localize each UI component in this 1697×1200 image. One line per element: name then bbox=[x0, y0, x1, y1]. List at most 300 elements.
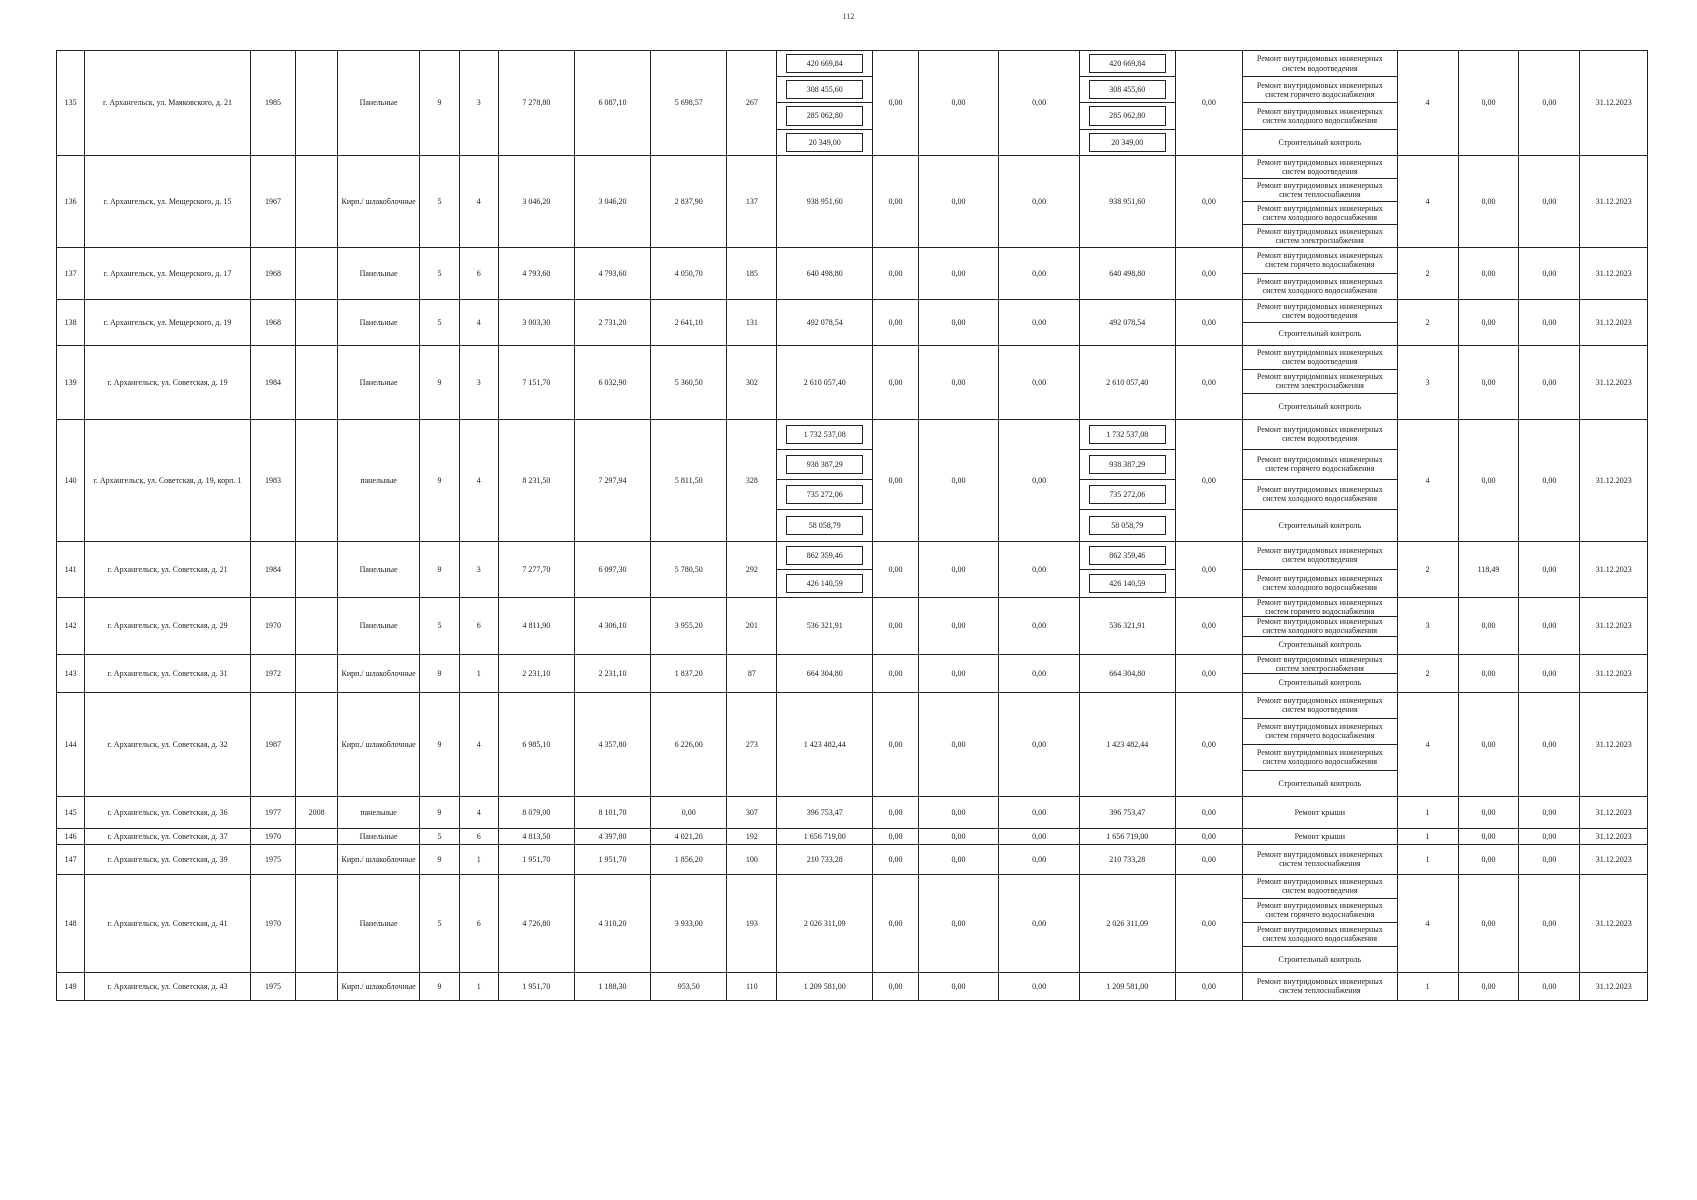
other-funds-cell: 0,00 bbox=[1175, 345, 1242, 419]
cost-value: 1 732 537,08 bbox=[786, 425, 863, 444]
cost-value: 20 349,00 bbox=[786, 133, 863, 152]
year-built-cell: 1975 bbox=[250, 844, 296, 874]
row-number-cell: 138 bbox=[57, 299, 85, 345]
work-type-cell: Ремонт внутридомовых инженерных систем горячего водоснабжения bbox=[1243, 449, 1398, 479]
limit-cost-cell: 0,00 bbox=[1519, 692, 1580, 796]
budget-region-cell: 0,00 bbox=[918, 844, 999, 874]
year-built-cell: 1985 bbox=[250, 51, 296, 156]
total-area-cell: 8 231,50 bbox=[498, 419, 574, 541]
owner-funds-cell bbox=[1079, 129, 1175, 155]
wall-material-cell: Панельные bbox=[337, 597, 420, 654]
living-area-cell: 8 101,70 bbox=[574, 796, 650, 828]
table-row bbox=[57, 972, 1648, 1000]
cost-value: 420 669,84 bbox=[786, 54, 863, 73]
page-number: 112 bbox=[842, 12, 855, 21]
fund-cell: 0,00 bbox=[873, 654, 919, 692]
total-area-cell: 7 277,70 bbox=[498, 541, 574, 597]
address-cell: г. Архангельск, ул. Мещерского, д. 17 bbox=[85, 247, 250, 299]
work-type-cell: Ремонт внутридомовых инженерных систем водоотведения bbox=[1243, 541, 1398, 569]
work-type-cell: Ремонт внутридомовых инженерных систем холодного водоснабжения bbox=[1243, 201, 1398, 224]
owner-funds-value: 20 349,00 bbox=[1089, 133, 1166, 152]
owner-funds-cell: 938 951,60 bbox=[1079, 155, 1175, 247]
work-type-cell: Ремонт внутридомовых инженерных систем водоотведения bbox=[1243, 51, 1398, 77]
wall-material-cell: Панельные bbox=[337, 345, 420, 419]
budget-local-cell: 0,00 bbox=[999, 796, 1080, 828]
total-area-cell: 1 951,70 bbox=[498, 844, 574, 874]
residential-area-cell: 4 021,20 bbox=[651, 828, 727, 844]
work-type-cell: Ремонт внутридомовых инженерных систем теплоснабжения bbox=[1243, 178, 1398, 201]
floors-cell: 9 bbox=[420, 692, 459, 796]
work-count-cell: 3 bbox=[1397, 597, 1458, 654]
year-built-cell: 1972 bbox=[250, 654, 296, 692]
wall-material-cell: Кирп./ шлакоблочные bbox=[337, 844, 420, 874]
address-cell: г. Архангельск, ул. Советская, д. 19 bbox=[85, 345, 250, 419]
floors-cell: 5 bbox=[420, 155, 459, 247]
row-number-cell: 142 bbox=[57, 597, 85, 654]
other-funds-cell: 0,00 bbox=[1175, 419, 1242, 541]
budget-local-cell: 0,00 bbox=[999, 541, 1080, 597]
unit-cost-cell: 0,00 bbox=[1458, 597, 1519, 654]
total-area-cell: 7 151,70 bbox=[498, 345, 574, 419]
living-area-cell: 6 097,30 bbox=[574, 541, 650, 597]
year-repair-cell bbox=[296, 419, 337, 541]
budget-region-cell: 0,00 bbox=[918, 541, 999, 597]
address-cell: г. Архангельск, ул. Советская, д. 41 bbox=[85, 874, 250, 972]
budget-local-cell: 0,00 bbox=[999, 874, 1080, 972]
unit-cost-cell: 0,00 bbox=[1458, 654, 1519, 692]
budget-local-cell: 0,00 bbox=[999, 654, 1080, 692]
entrances-cell: 6 bbox=[459, 828, 498, 844]
wall-material-cell: панельные bbox=[337, 419, 420, 541]
cost-cell bbox=[777, 479, 873, 509]
wall-material-cell: Кирп./ шлакоблочные bbox=[337, 692, 420, 796]
row-number-cell: 144 bbox=[57, 692, 85, 796]
floors-cell: 9 bbox=[420, 51, 459, 156]
residents-cell: 302 bbox=[727, 345, 777, 419]
budget-local-cell: 0,00 bbox=[999, 972, 1080, 1000]
owner-funds-cell: 640 498,80 bbox=[1079, 247, 1175, 299]
row-number-cell: 139 bbox=[57, 345, 85, 419]
entrances-cell: 3 bbox=[459, 541, 498, 597]
work-count-cell: 2 bbox=[1397, 247, 1458, 299]
work-type-cell: Ремонт внутридомовых инженерных систем теплоснабжения bbox=[1243, 844, 1398, 874]
work-count-cell: 4 bbox=[1397, 419, 1458, 541]
budget-local-cell: 0,00 bbox=[999, 345, 1080, 419]
year-repair-cell bbox=[296, 597, 337, 654]
limit-cost-cell: 0,00 bbox=[1519, 299, 1580, 345]
cost-cell bbox=[777, 103, 873, 129]
floors-cell: 9 bbox=[420, 654, 459, 692]
completion-date-cell: 31.12.2023 bbox=[1580, 541, 1648, 597]
cost-value: 285 062,80 bbox=[786, 106, 863, 125]
entrances-cell: 1 bbox=[459, 654, 498, 692]
work-type-cell: Ремонт крыши bbox=[1243, 828, 1398, 844]
budget-local-cell: 0,00 bbox=[999, 155, 1080, 247]
floors-cell: 5 bbox=[420, 299, 459, 345]
work-count-cell: 1 bbox=[1397, 796, 1458, 828]
budget-region-cell: 0,00 bbox=[918, 299, 999, 345]
limit-cost-cell: 0,00 bbox=[1519, 828, 1580, 844]
work-type-cell: Ремонт внутридомовых инженерных систем водоотведения bbox=[1243, 874, 1398, 898]
owner-funds-cell bbox=[1079, 479, 1175, 509]
row-number-cell: 145 bbox=[57, 796, 85, 828]
address-cell: г. Архангельск, ул. Советская, д. 43 bbox=[85, 972, 250, 1000]
fund-cell: 0,00 bbox=[873, 299, 919, 345]
work-type-cell: Ремонт внутридомовых инженерных систем холодного водоснабжения bbox=[1243, 617, 1398, 636]
residents-cell: 307 bbox=[727, 796, 777, 828]
year-built-cell: 1970 bbox=[250, 874, 296, 972]
owner-funds-cell bbox=[1079, 509, 1175, 541]
other-funds-cell: 0,00 bbox=[1175, 155, 1242, 247]
unit-cost-cell: 0,00 bbox=[1458, 828, 1519, 844]
owner-funds-cell bbox=[1079, 449, 1175, 479]
work-type-cell: Ремонт внутридомовых инженерных систем горячего водоснабжения bbox=[1243, 77, 1398, 103]
living-area-cell: 4 306,10 bbox=[574, 597, 650, 654]
completion-date-cell: 31.12.2023 bbox=[1580, 419, 1648, 541]
year-repair-cell bbox=[296, 972, 337, 1000]
unit-cost-cell: 0,00 bbox=[1458, 299, 1519, 345]
limit-cost-cell: 0,00 bbox=[1519, 247, 1580, 299]
cost-cell bbox=[777, 541, 873, 569]
limit-cost-cell: 0,00 bbox=[1519, 844, 1580, 874]
cost-value: 938 387,29 bbox=[786, 455, 863, 474]
work-count-cell: 4 bbox=[1397, 692, 1458, 796]
total-area-cell: 6 985,10 bbox=[498, 692, 574, 796]
work-count-cell: 2 bbox=[1397, 654, 1458, 692]
table-row bbox=[57, 155, 1648, 178]
work-count-cell: 2 bbox=[1397, 299, 1458, 345]
completion-date-cell: 31.12.2023 bbox=[1580, 654, 1648, 692]
unit-cost-cell: 0,00 bbox=[1458, 972, 1519, 1000]
cost-cell: 1 209 581,00 bbox=[777, 972, 873, 1000]
address-cell: г. Архангельск, ул. Маяковского, д. 21 bbox=[85, 51, 250, 156]
floors-cell: 5 bbox=[420, 597, 459, 654]
address-cell: г. Архангельск, ул. Мещерского, д. 19 bbox=[85, 299, 250, 345]
residential-area-cell: 2 837,90 bbox=[651, 155, 727, 247]
residents-cell: 292 bbox=[727, 541, 777, 597]
fund-cell: 0,00 bbox=[873, 844, 919, 874]
owner-funds-cell bbox=[1079, 51, 1175, 77]
work-type-cell: Ремонт внутридомовых инженерных систем горячего водоснабжения bbox=[1243, 898, 1398, 922]
residents-cell: 131 bbox=[727, 299, 777, 345]
work-type-cell: Ремонт внутридомовых инженерных систем горячего водоснабжения bbox=[1243, 247, 1398, 273]
entrances-cell: 6 bbox=[459, 597, 498, 654]
work-type-cell: Ремонт внутридомовых инженерных систем электроснабжения bbox=[1243, 369, 1398, 393]
completion-date-cell: 31.12.2023 bbox=[1580, 828, 1648, 844]
limit-cost-cell: 0,00 bbox=[1519, 51, 1580, 156]
housing-repair-table bbox=[56, 50, 1648, 1001]
completion-date-cell: 31.12.2023 bbox=[1580, 597, 1648, 654]
limit-cost-cell: 0,00 bbox=[1519, 654, 1580, 692]
living-area-cell: 2 231,10 bbox=[574, 654, 650, 692]
cost-cell bbox=[777, 449, 873, 479]
table-row bbox=[57, 692, 1648, 718]
owner-funds-cell bbox=[1079, 569, 1175, 597]
wall-material-cell: Панельные bbox=[337, 51, 420, 156]
wall-material-cell: Панельные bbox=[337, 247, 420, 299]
residents-cell: 201 bbox=[727, 597, 777, 654]
other-funds-cell: 0,00 bbox=[1175, 299, 1242, 345]
year-built-cell: 1984 bbox=[250, 541, 296, 597]
address-cell: г. Архангельск, ул. Советская, д. 36 bbox=[85, 796, 250, 828]
year-built-cell: 1987 bbox=[250, 692, 296, 796]
residential-area-cell: 3 933,00 bbox=[651, 874, 727, 972]
address-cell: г. Архангельск, ул. Советская, д. 32 bbox=[85, 692, 250, 796]
table-body bbox=[57, 51, 1648, 1001]
year-repair-cell bbox=[296, 844, 337, 874]
cost-cell bbox=[777, 77, 873, 103]
row-number-cell: 149 bbox=[57, 972, 85, 1000]
fund-cell: 0,00 bbox=[873, 972, 919, 1000]
wall-material-cell: панельные bbox=[337, 796, 420, 828]
floors-cell: 5 bbox=[420, 828, 459, 844]
unit-cost-cell: 0,00 bbox=[1458, 844, 1519, 874]
work-type-cell: Строительный контроль bbox=[1243, 322, 1398, 345]
owner-funds-cell: 492 078,54 bbox=[1079, 299, 1175, 345]
unit-cost-cell: 0,00 bbox=[1458, 874, 1519, 972]
work-count-cell: 1 bbox=[1397, 828, 1458, 844]
total-area-cell: 1 951,70 bbox=[498, 972, 574, 1000]
unit-cost-cell: 0,00 bbox=[1458, 247, 1519, 299]
work-type-cell: Ремонт внутридомовых инженерных систем горячего водоснабжения bbox=[1243, 718, 1398, 744]
floors-cell: 9 bbox=[420, 844, 459, 874]
owner-funds-value: 426 140,59 bbox=[1089, 574, 1166, 593]
total-area-cell: 7 278,80 bbox=[498, 51, 574, 156]
cost-cell: 396 753,47 bbox=[777, 796, 873, 828]
owner-funds-cell bbox=[1079, 541, 1175, 569]
floors-cell: 5 bbox=[420, 874, 459, 972]
row-number-cell: 136 bbox=[57, 155, 85, 247]
residents-cell: 87 bbox=[727, 654, 777, 692]
owner-funds-cell: 536 321,91 bbox=[1079, 597, 1175, 654]
budget-local-cell: 0,00 bbox=[999, 247, 1080, 299]
owner-funds-value: 1 732 537,08 bbox=[1089, 425, 1166, 444]
residential-area-cell: 1 856,20 bbox=[651, 844, 727, 874]
unit-cost-cell: 0,00 bbox=[1458, 796, 1519, 828]
entrances-cell: 6 bbox=[459, 247, 498, 299]
wall-material-cell: Панельные bbox=[337, 874, 420, 972]
owner-funds-cell: 1 656 719,00 bbox=[1079, 828, 1175, 844]
cost-cell bbox=[777, 51, 873, 77]
fund-cell: 0,00 bbox=[873, 874, 919, 972]
budget-region-cell: 0,00 bbox=[918, 51, 999, 156]
year-built-cell: 1984 bbox=[250, 345, 296, 419]
wall-material-cell: Панельные bbox=[337, 541, 420, 597]
other-funds-cell: 0,00 bbox=[1175, 972, 1242, 1000]
budget-region-cell: 0,00 bbox=[918, 692, 999, 796]
floors-cell: 9 bbox=[420, 972, 459, 1000]
year-repair-cell bbox=[296, 247, 337, 299]
cost-cell bbox=[777, 129, 873, 155]
unit-cost-cell: 0,00 bbox=[1458, 345, 1519, 419]
work-type-cell: Ремонт внутридомовых инженерных систем электроснабжения bbox=[1243, 654, 1398, 673]
fund-cell: 0,00 bbox=[873, 828, 919, 844]
total-area-cell: 4 811,90 bbox=[498, 597, 574, 654]
table-row bbox=[57, 247, 1648, 273]
total-area-cell: 4 793,60 bbox=[498, 247, 574, 299]
work-type-cell: Ремонт внутридомовых инженерных систем водоотведения bbox=[1243, 299, 1398, 322]
residential-area-cell: 0,00 bbox=[651, 796, 727, 828]
living-area-cell: 7 297,94 bbox=[574, 419, 650, 541]
living-area-cell: 4 793,60 bbox=[574, 247, 650, 299]
other-funds-cell: 0,00 bbox=[1175, 844, 1242, 874]
owner-funds-cell bbox=[1079, 419, 1175, 449]
residential-area-cell: 953,50 bbox=[651, 972, 727, 1000]
cost-cell: 2 610 057,40 bbox=[777, 345, 873, 419]
entrances-cell: 1 bbox=[459, 844, 498, 874]
fund-cell: 0,00 bbox=[873, 597, 919, 654]
completion-date-cell: 31.12.2023 bbox=[1580, 247, 1648, 299]
cost-cell: 664 304,80 bbox=[777, 654, 873, 692]
other-funds-cell: 0,00 bbox=[1175, 828, 1242, 844]
table-row bbox=[57, 419, 1648, 449]
residents-cell: 137 bbox=[727, 155, 777, 247]
work-type-cell: Ремонт внутридомовых инженерных систем водоотведения bbox=[1243, 692, 1398, 718]
year-repair-cell bbox=[296, 155, 337, 247]
limit-cost-cell: 0,00 bbox=[1519, 541, 1580, 597]
cost-value: 308 455,60 bbox=[786, 80, 863, 99]
year-repair-cell bbox=[296, 654, 337, 692]
owner-funds-value: 938 387,29 bbox=[1089, 455, 1166, 474]
work-type-cell: Ремонт внутридомовых инженерных систем водоотведения bbox=[1243, 345, 1398, 369]
other-funds-cell: 0,00 bbox=[1175, 247, 1242, 299]
residents-cell: 110 bbox=[727, 972, 777, 1000]
cost-cell: 536 321,91 bbox=[777, 597, 873, 654]
address-cell: г. Архангельск, ул. Мещерского, д. 15 bbox=[85, 155, 250, 247]
cost-cell: 1 423 482,44 bbox=[777, 692, 873, 796]
work-type-cell: Ремонт внутридомовых инженерных систем горячего водоснабжения bbox=[1243, 597, 1398, 616]
budget-region-cell: 0,00 bbox=[918, 597, 999, 654]
entrances-cell: 1 bbox=[459, 972, 498, 1000]
wall-material-cell: Панельные bbox=[337, 299, 420, 345]
work-count-cell: 1 bbox=[1397, 844, 1458, 874]
residents-cell: 100 bbox=[727, 844, 777, 874]
address-cell: г. Архангельск, ул. Советская, д. 21 bbox=[85, 541, 250, 597]
work-type-cell: Ремонт внутридомовых инженерных систем теплоснабжения bbox=[1243, 972, 1398, 1000]
living-area-cell: 2 731,20 bbox=[574, 299, 650, 345]
living-area-cell: 3 046,20 bbox=[574, 155, 650, 247]
other-funds-cell: 0,00 bbox=[1175, 51, 1242, 156]
budget-local-cell: 0,00 bbox=[999, 828, 1080, 844]
work-count-cell: 3 bbox=[1397, 345, 1458, 419]
budget-local-cell: 0,00 bbox=[999, 51, 1080, 156]
cost-cell: 210 733,28 bbox=[777, 844, 873, 874]
owner-funds-cell bbox=[1079, 77, 1175, 103]
owner-funds-value: 308 455,60 bbox=[1089, 80, 1166, 99]
unit-cost-cell: 0,00 bbox=[1458, 419, 1519, 541]
floors-cell: 9 bbox=[420, 345, 459, 419]
fund-cell: 0,00 bbox=[873, 796, 919, 828]
fund-cell: 0,00 bbox=[873, 51, 919, 156]
row-number-cell: 140 bbox=[57, 419, 85, 541]
owner-funds-value: 862 359,46 bbox=[1089, 546, 1166, 565]
wall-material-cell: Панельные bbox=[337, 828, 420, 844]
cost-cell: 938 951,60 bbox=[777, 155, 873, 247]
year-repair-cell bbox=[296, 874, 337, 972]
residential-area-cell: 6 226,00 bbox=[651, 692, 727, 796]
work-type-cell: Строительный контроль bbox=[1243, 673, 1398, 692]
residential-area-cell: 1 837,20 bbox=[651, 654, 727, 692]
owner-funds-cell bbox=[1079, 103, 1175, 129]
completion-date-cell: 31.12.2023 bbox=[1580, 796, 1648, 828]
work-type-cell: Ремонт крыши bbox=[1243, 796, 1398, 828]
living-area-cell: 6 087,10 bbox=[574, 51, 650, 156]
living-area-cell: 4 310,20 bbox=[574, 874, 650, 972]
year-repair-cell bbox=[296, 345, 337, 419]
cost-value: 426 140,59 bbox=[786, 574, 863, 593]
completion-date-cell: 31.12.2023 bbox=[1580, 874, 1648, 972]
residents-cell: 267 bbox=[727, 51, 777, 156]
completion-date-cell: 31.12.2023 bbox=[1580, 972, 1648, 1000]
year-built-cell: 1970 bbox=[250, 597, 296, 654]
row-number-cell: 137 bbox=[57, 247, 85, 299]
living-area-cell: 6 032,90 bbox=[574, 345, 650, 419]
budget-region-cell: 0,00 bbox=[918, 345, 999, 419]
budget-local-cell: 0,00 bbox=[999, 692, 1080, 796]
cost-cell: 2 026 311,09 bbox=[777, 874, 873, 972]
unit-cost-cell: 0,00 bbox=[1458, 692, 1519, 796]
fund-cell: 0,00 bbox=[873, 541, 919, 597]
limit-cost-cell: 0,00 bbox=[1519, 419, 1580, 541]
living-area-cell: 1 188,30 bbox=[574, 972, 650, 1000]
work-type-cell: Строительный контроль bbox=[1243, 129, 1398, 155]
entrances-cell: 3 bbox=[459, 345, 498, 419]
row-number-cell: 143 bbox=[57, 654, 85, 692]
cost-value: 735 272,06 bbox=[786, 485, 863, 504]
budget-local-cell: 0,00 bbox=[999, 299, 1080, 345]
budget-region-cell: 0,00 bbox=[918, 972, 999, 1000]
work-count-cell: 4 bbox=[1397, 874, 1458, 972]
table-row bbox=[57, 654, 1648, 673]
completion-date-cell: 31.12.2023 bbox=[1580, 692, 1648, 796]
address-cell: г. Архангельск, ул. Советская, д. 31 bbox=[85, 654, 250, 692]
work-count-cell: 4 bbox=[1397, 155, 1458, 247]
row-number-cell: 141 bbox=[57, 541, 85, 597]
row-number-cell: 148 bbox=[57, 874, 85, 972]
table-row bbox=[57, 874, 1648, 898]
work-type-cell: Строительный контроль bbox=[1243, 393, 1398, 419]
entrances-cell: 4 bbox=[459, 796, 498, 828]
year-repair-cell bbox=[296, 828, 337, 844]
completion-date-cell: 31.12.2023 bbox=[1580, 299, 1648, 345]
work-type-cell: Строительный контроль bbox=[1243, 946, 1398, 972]
table-row bbox=[57, 796, 1648, 828]
entrances-cell: 4 bbox=[459, 155, 498, 247]
total-area-cell: 3 046,20 bbox=[498, 155, 574, 247]
other-funds-cell: 0,00 bbox=[1175, 692, 1242, 796]
year-built-cell: 1977 bbox=[250, 796, 296, 828]
residents-cell: 328 bbox=[727, 419, 777, 541]
limit-cost-cell: 0,00 bbox=[1519, 874, 1580, 972]
limit-cost-cell: 0,00 bbox=[1519, 796, 1580, 828]
table-row bbox=[57, 299, 1648, 322]
work-count-cell: 2 bbox=[1397, 541, 1458, 597]
other-funds-cell: 0,00 bbox=[1175, 541, 1242, 597]
address-cell: г. Архангельск, ул. Советская, д. 29 bbox=[85, 597, 250, 654]
table-row bbox=[57, 541, 1648, 569]
limit-cost-cell: 0,00 bbox=[1519, 597, 1580, 654]
year-repair-cell: 2008 bbox=[296, 796, 337, 828]
year-built-cell: 1968 bbox=[250, 247, 296, 299]
work-type-cell: Ремонт внутридомовых инженерных систем водоотведения bbox=[1243, 419, 1398, 449]
floors-cell: 9 bbox=[420, 419, 459, 541]
owner-funds-cell: 1 423 482,44 bbox=[1079, 692, 1175, 796]
residents-cell: 273 bbox=[727, 692, 777, 796]
budget-region-cell: 0,00 bbox=[918, 247, 999, 299]
work-type-cell: Строительный контроль bbox=[1243, 636, 1398, 654]
work-type-cell: Ремонт внутридомовых инженерных систем холодного водоснабжения bbox=[1243, 744, 1398, 770]
total-area-cell: 2 231,10 bbox=[498, 654, 574, 692]
